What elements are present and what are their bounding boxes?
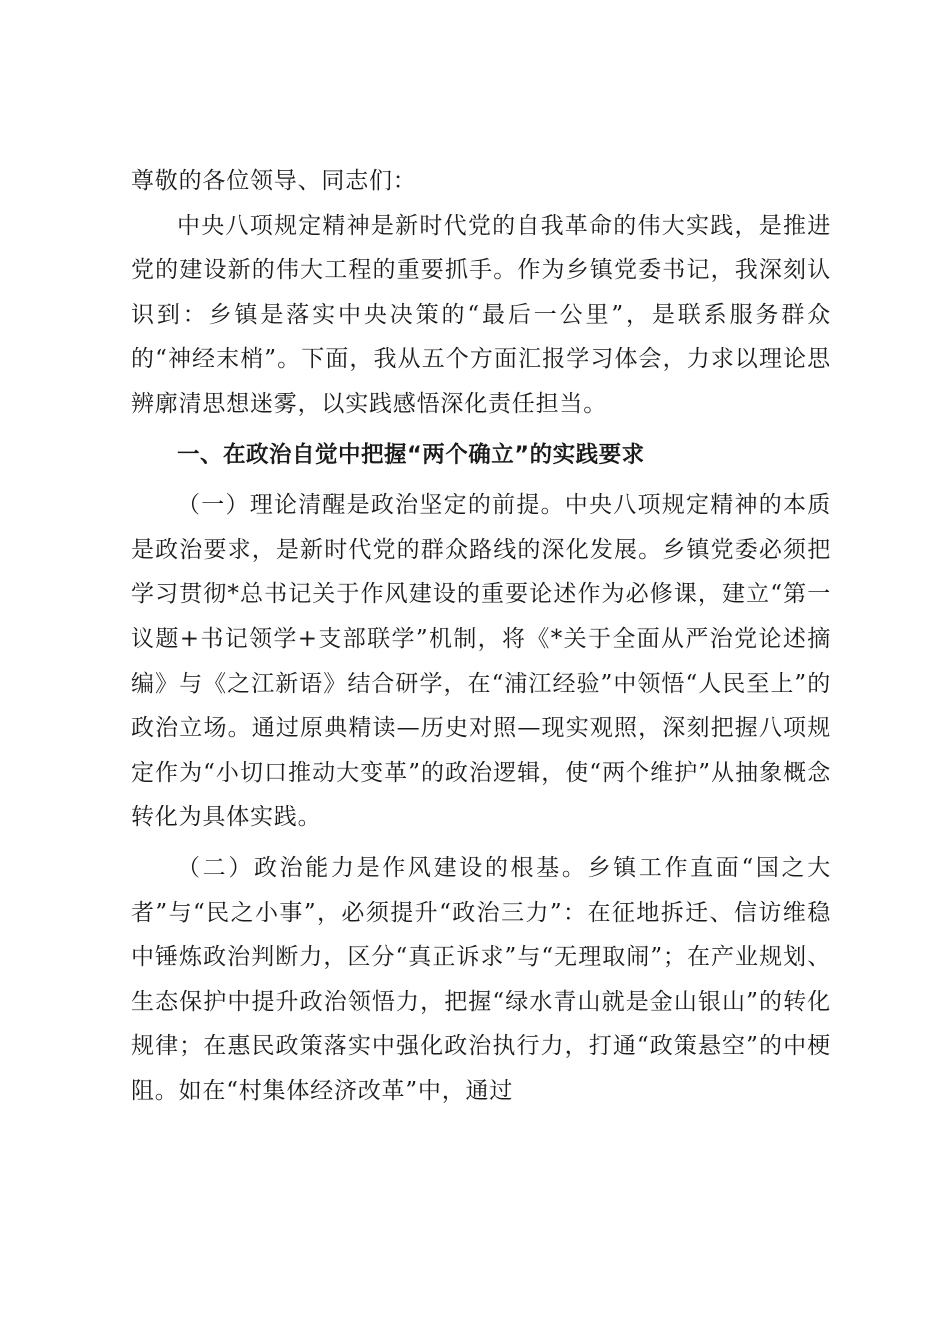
document-body — [131, 159, 831, 1113]
salutation: 尊敬的各位领导、同志们： — [131, 168, 417, 194]
section-heading: 一、在政治自觉中把握“两个确立”的实践要求 — [177, 441, 645, 468]
paragraph-political-ability: （二）政治能力是作风建设的根基。乡镇工作直面“国之大者”与“民之小事”，必须提升“政治三力”：在征地拆迁、信访维稳中锤炼政治判断力，区分“真正诉求”与“无理取闹”；在产业规划、生态保护中提升政治领悟力，把握“绿水青山就是金山银山”的转化规律；在惠民政策落实中强化政治执行力，打通“政策悬空”的中梗阻。如在“村集体经济改革”中，通过 — [131, 854, 831, 1104]
intro-paragraph: 中央八项规定精神是新时代党的自我革命的伟大实践，是推进党的建设新的伟大工程的重要抓手。作为乡镇党委书记，我深刻认识到：乡镇是落实中央决策的“最后一公里”，是联系服务群众的“神经末梢”。下面，我从五个方面汇报学习体会，力求以理论思辨廓清思想迷雾，以实践感悟深化责任担当。 — [131, 212, 831, 417]
paragraph-theory: （一）理论清醒是政治坚定的前提。中央八项规定精神的本质是政治要求，是新时代党的群众路线的深化发展。乡镇党委必须把学习贯彻*总书记关于作风建设的重要论述作为必修课，建立“第一议题+书记领学+支部联学”机制，将《*关于全面从严治党论述摘编》与《之江新语》结合研学，在“浦江经验”中领悟“人民至上”的政治立场。通过原典精读—历史对照—现实观照，深刻把握八项规定作为“小切口推动大变革”的政治逻辑，使“两个维护”从抽象概念转化为具体实践。 — [131, 492, 831, 831]
